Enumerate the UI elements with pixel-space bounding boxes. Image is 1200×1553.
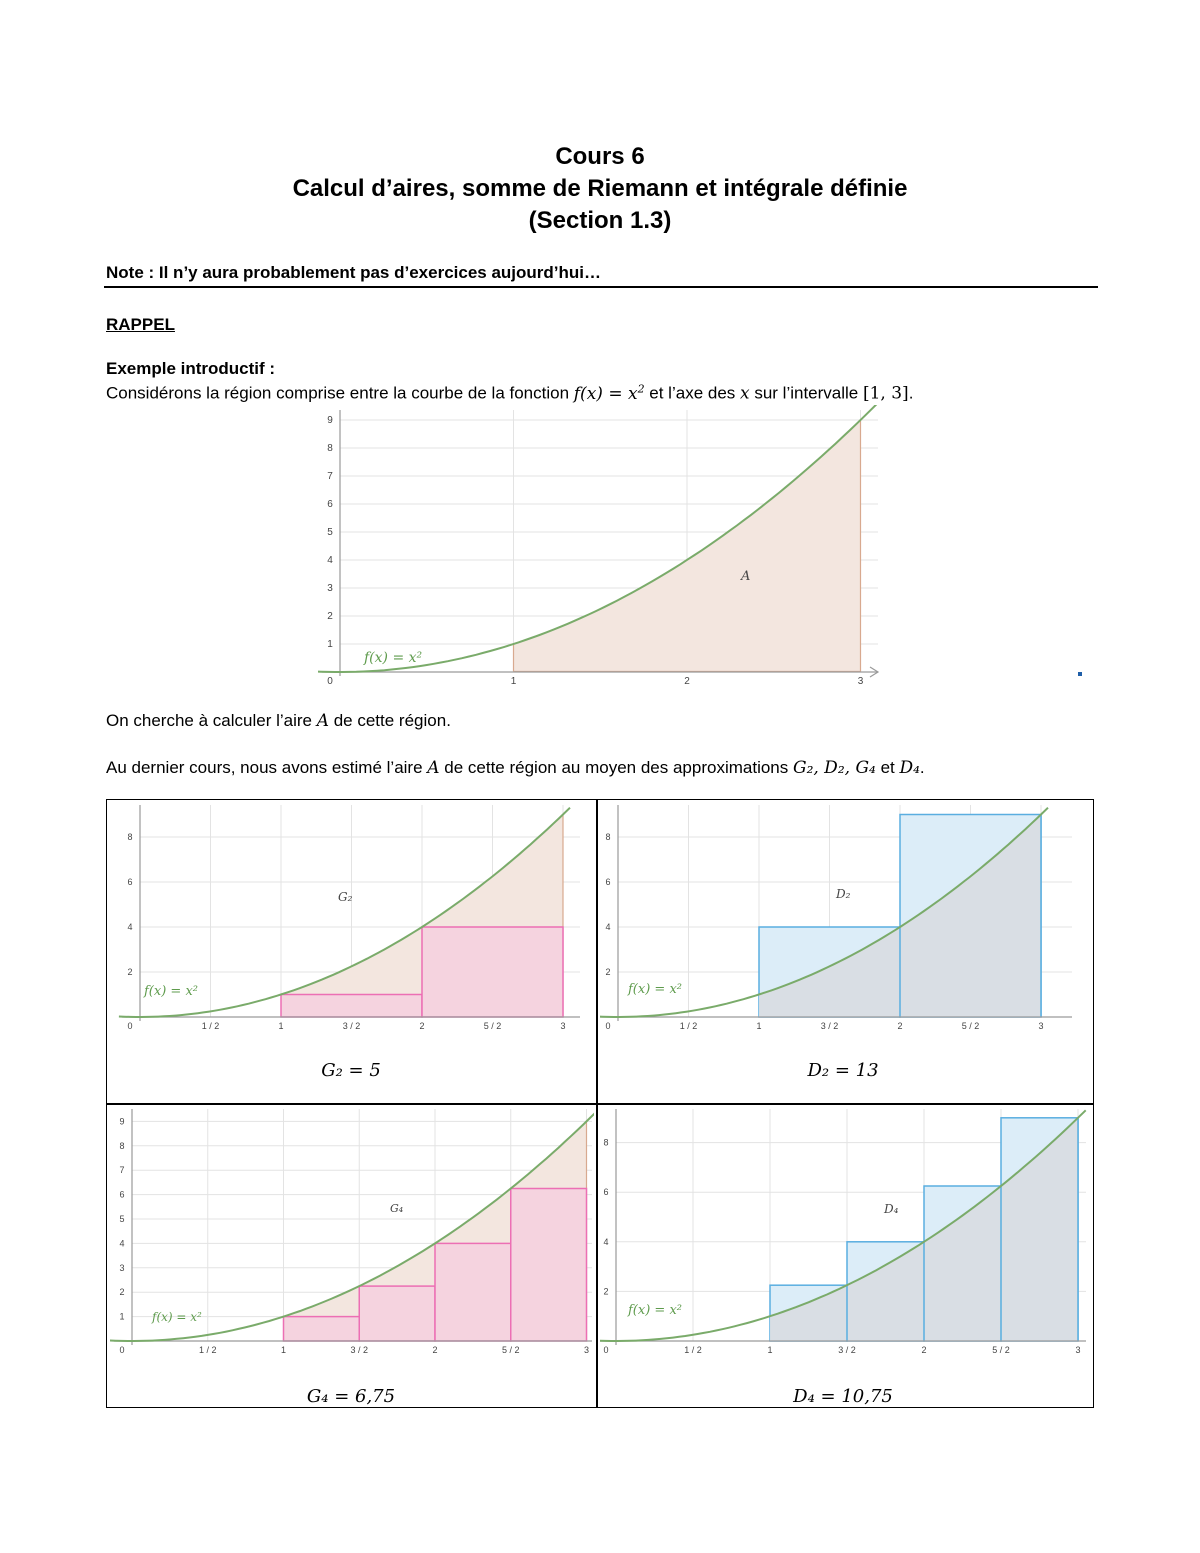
y-tick-label: 8 [605,832,611,842]
y-tick-label: 4 [605,922,611,932]
x-tick-label: 0 [605,1021,611,1031]
intro-paragraph: Considérons la région comprise entre la courbe de la fonction $f(x) = x^2$ et l’axe des x sur l’intervalle [1, 3]. [106,382,914,404]
function-expression: $f(x) = x^2$ [573,382,645,404]
x-tick-label: 3 / 2 [820,1021,839,1031]
x-tick-label: 3 [1038,1021,1044,1031]
x-tick-label: 3 [857,676,864,687]
result-g4: G₄ = 6,75 [306,1386,396,1407]
function-label: f(x) = x² [364,650,423,666]
area-label: G₂ [338,890,353,904]
result-g2: G₂ = 5 [321,1060,381,1081]
x-tick-label: 5 / 2 [501,1345,520,1355]
chart-g4 [110,1107,594,1359]
y-tick-label: 8 [603,1137,609,1148]
riemann-rectangle [511,1189,587,1342]
x-tick-label: 2 [419,1021,425,1031]
x-tick-label: 1 [767,1345,773,1355]
y-tick-label: 2 [603,1286,609,1297]
x-tick-label: 1 [510,676,517,687]
y-tick-label: 4 [127,922,133,932]
x-tick-label: 0 [127,1021,133,1031]
area-label: D₄ [884,1202,899,1216]
x-tick-label: 0 [603,1345,609,1355]
y-tick-label: 5 [327,527,333,538]
y-tick-label: 6 [605,877,611,887]
x-tick-label: 1 / 2 [201,1021,220,1031]
result-d4: D₄ = 10,75 [793,1386,893,1407]
riemann-rectangle [359,1286,435,1341]
x-tick-label: 0 [327,676,333,687]
x-tick-label: 2 [432,1345,438,1355]
result-d2: D₂ = 13 [807,1060,879,1081]
x-tick-label: 3 / 2 [350,1345,369,1355]
area-label: A [741,569,751,584]
x-tick-label: 1 / 2 [684,1345,702,1355]
riemann-rectangle [422,927,563,1017]
blue-marker [1078,672,1082,676]
riemann-rectangle [284,1317,360,1341]
x-tick-label: 1 / 2 [679,1021,698,1031]
y-tick-label: 7 [119,1165,125,1176]
chart-g2 [110,803,594,1039]
x-tick-label: 3 / 2 [838,1345,856,1355]
x-tick-label: 1 / 2 [198,1345,217,1355]
y-tick-label: 8 [119,1140,125,1151]
y-tick-label: 2 [127,967,133,977]
chart-d2 [600,803,1090,1039]
x-tick-label: 3 [1075,1345,1081,1355]
function-label: f(x) = x² [144,984,198,999]
area-label: G₄ [390,1202,404,1215]
x-tick-label: 2 [897,1021,903,1031]
x-tick-label: 1 [280,1345,287,1355]
y-tick-label: 4 [603,1236,609,1247]
y-tick-label: 2 [119,1287,125,1298]
function-label: f(x) = x² [628,1303,682,1318]
chart-d4 [600,1107,1090,1359]
y-tick-label: 4 [119,1238,125,1249]
x-tick-label: 3 / 2 [342,1021,361,1031]
divider [104,286,1098,288]
riemann-rectangle [435,1243,511,1341]
x-tick-label: 5 / 2 [961,1021,980,1031]
x-tick-label: 3 [560,1021,566,1031]
y-tick-label: 9 [119,1116,125,1127]
x-tick-label: 1 [756,1021,762,1031]
y-tick-label: 3 [119,1262,125,1273]
y-tick-label: 1 [119,1311,125,1322]
y-tick-label: 8 [327,443,333,454]
x-tick-label: 0 [119,1345,125,1355]
course-subtitle: Calcul d’aires, somme de Riemann et intégrale définie [292,175,908,202]
course-title: Cours 6 [555,143,645,170]
y-tick-label: 6 [327,499,333,510]
function-label: f(x) = x² [152,1310,202,1324]
y-tick-label: 1 [327,639,333,650]
main-area-chart [318,405,882,687]
y-tick-label: 4 [327,555,333,566]
x-tick-label: 5 / 2 [483,1021,502,1031]
interval: [1, 3] [862,383,909,404]
example-heading: Exemple introductif : [106,359,276,378]
y-tick-label: 5 [119,1214,125,1224]
y-tick-label: 8 [127,832,133,842]
sentence-approximations: Au dernier cours, nous avons estimé l’aire A de cette région au moyen des approximations G₂, D₂, G₄ et D₄. [106,758,925,778]
note-text: Note : Il n’y aura probablement pas d’exercices aujourd’hui… [106,263,602,282]
rappel-heading: RAPPEL [106,315,175,334]
y-tick-label: 7 [327,471,333,482]
y-tick-label: 6 [603,1187,609,1198]
x-tick-label: 3 [583,1345,590,1355]
y-tick-label: 6 [127,877,133,887]
function-label: f(x) = x² [628,982,682,997]
x-tick-label: 5 / 2 [992,1345,1010,1355]
y-tick-label: 2 [605,967,611,977]
section-label: (Section 1.3) [528,207,672,234]
sentence-area-goal: On cherche à calculer l’aire A de cette région. [106,711,451,731]
y-tick-label: 6 [119,1189,125,1200]
area-label: D₂ [836,887,851,901]
table-horizontal-divider [106,1103,1094,1105]
y-tick-label: 9 [327,415,333,426]
y-tick-label: 2 [327,611,333,622]
x-tick-label: 2 [684,676,690,687]
x-tick-label: 1 [278,1021,284,1031]
y-tick-label: 3 [327,583,333,594]
x-tick-label: 2 [921,1345,927,1355]
riemann-rectangle [281,995,422,1018]
